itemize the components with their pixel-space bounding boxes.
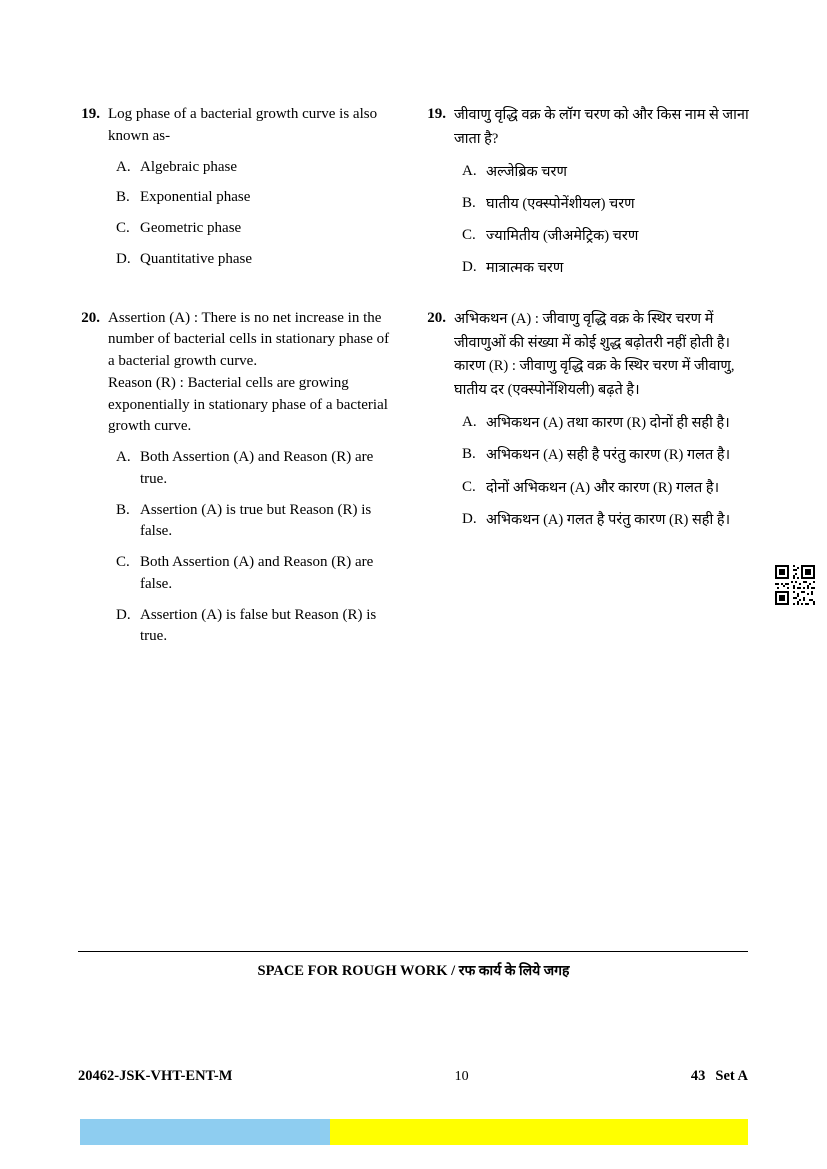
question-19-english-stem-line bbox=[78, 104, 396, 148]
option-c-hindi[interactable] bbox=[462, 225, 750, 248]
option-c-letter: C. bbox=[116, 220, 130, 236]
rough-work-label-hindi: रफ कार्य के लिये जगह bbox=[458, 964, 570, 979]
question-20-number-hindi: 20. bbox=[427, 309, 446, 326]
option-d-text-hindi: अभिकथन (A) गलत है परंतु कारण (R) सही है। bbox=[486, 511, 731, 528]
question-20-assertion: Assertion (A) : There is no net increase in the number of bacterial cells in stationary phase of a bacterial growth curve. bbox=[108, 309, 390, 370]
qr-code-icon bbox=[773, 563, 817, 607]
option-b-letter: B. bbox=[116, 501, 130, 518]
rough-work-divider bbox=[78, 951, 748, 952]
option-a[interactable] bbox=[116, 157, 396, 179]
footer-set-label: Set A bbox=[715, 1068, 748, 1084]
option-b-letter-hindi: B. bbox=[462, 195, 476, 212]
option-a-text-hindi: अल्जेब्रिक चरण bbox=[486, 163, 567, 180]
option-b-text-hindi: घातीय (एक्स्पोनेंशीयल) चरण bbox=[486, 196, 635, 213]
rough-work-label-english: SPACE FOR ROUGH WORK / bbox=[257, 963, 459, 979]
option-b[interactable] bbox=[116, 187, 396, 209]
question-19-number: 19. bbox=[81, 106, 100, 122]
option-c-text: Geometric phase bbox=[140, 220, 242, 236]
option-a-text: Both Assertion (A) and Reason (R) are true. bbox=[140, 449, 374, 487]
question-19-english-options bbox=[78, 157, 396, 271]
option-b-hindi[interactable] bbox=[462, 444, 750, 467]
option-c-text-hindi: ज्यामितीय (जीअमेट्रिक) चरण bbox=[486, 228, 639, 245]
footer-set-info bbox=[691, 1068, 748, 1085]
question-19-hindi bbox=[414, 104, 750, 290]
option-d-letter-hindi: D. bbox=[462, 510, 477, 527]
question-block-19 bbox=[78, 104, 750, 290]
option-b-text: Exponential phase bbox=[140, 189, 251, 206]
option-d-text: Assertion (A) is false but Reason (R) is true. bbox=[140, 606, 377, 645]
question-20-hindi bbox=[414, 308, 750, 658]
option-b-letter-hindi: B. bbox=[462, 446, 476, 463]
option-a-hindi[interactable] bbox=[462, 161, 750, 184]
barcode-band-blue bbox=[80, 1119, 330, 1145]
option-d-text-hindi: मात्रात्मक चरण bbox=[486, 260, 564, 277]
option-c-hindi[interactable] bbox=[462, 477, 750, 500]
option-b-text: Assertion (A) is true but Reason (R) is false. bbox=[140, 501, 372, 540]
option-c-letter: C. bbox=[116, 554, 130, 571]
question-20-hindi-stem bbox=[454, 308, 750, 404]
option-a-letter: A. bbox=[116, 158, 131, 175]
option-d-hindi[interactable] bbox=[462, 257, 750, 280]
question-20-reason: Reason (R) : Bacterial cells are growing exponentially in stationary phase of a bacterial growth curve. bbox=[108, 374, 388, 435]
option-d-letter: D. bbox=[116, 250, 131, 267]
option-d-hindi[interactable] bbox=[462, 509, 750, 532]
option-d-letter: D. bbox=[116, 606, 131, 623]
option-c-text: Both Assertion (A) and Reason (R) are false. bbox=[140, 554, 374, 592]
option-c-letter-hindi: C. bbox=[462, 227, 476, 244]
option-d-letter-hindi: D. bbox=[462, 259, 477, 276]
option-a-text-hindi: अभिकथन (A) तथा कारण (R) दोनों ही सही है। bbox=[486, 415, 730, 432]
option-c[interactable] bbox=[116, 552, 396, 596]
question-20-number: 20. bbox=[81, 309, 100, 326]
question-19-number-hindi: 19. bbox=[427, 106, 446, 122]
question-20-hindi-options bbox=[424, 412, 750, 532]
option-c-text-hindi: दोनों अभिकथन (A) और कारण (R) गलत है। bbox=[486, 479, 720, 496]
question-20-english-stem-line bbox=[78, 308, 396, 439]
option-c-letter-hindi: C. bbox=[462, 478, 476, 495]
option-b[interactable] bbox=[116, 500, 396, 544]
page-footer bbox=[78, 1068, 748, 1085]
option-a-text: Algebraic phase bbox=[140, 158, 238, 175]
question-20-english-stem bbox=[108, 308, 396, 439]
option-b-letter: B. bbox=[116, 189, 130, 206]
option-a[interactable] bbox=[116, 447, 396, 491]
question-20-english bbox=[78, 308, 414, 658]
footer-paper-code: 20462-JSK-VHT-ENT-M bbox=[78, 1068, 233, 1084]
question-area bbox=[78, 104, 750, 675]
option-c[interactable] bbox=[116, 218, 396, 240]
option-d-text: Quantitative phase bbox=[140, 250, 253, 267]
question-19-hindi-stem: जीवाणु वृद्धि वक्र के लॉग चरण को और किस नाम से जाना जाता है? bbox=[454, 107, 749, 147]
page-number: 10 bbox=[454, 1069, 469, 1084]
option-a-letter-hindi: A. bbox=[462, 414, 477, 431]
question-20-reason-hindi: कारण (R) : जीवाणु वृद्धि वक्र के स्थिर चरण में जीवाणु, घातीय दर (एक्स्पोनेंशियली) बढ़ते है। bbox=[454, 358, 735, 399]
question-19-hindi-options bbox=[424, 161, 750, 281]
question-20-assertion-hindi: अभिकथन (A) : जीवाणु वृद्धि वक्र के स्थिर चरण में जीवाणुओं की संख्या में कोई शुद्ध बढ़ोतरी नहीं होती है। bbox=[454, 310, 731, 351]
question-19-english bbox=[78, 104, 414, 290]
option-a-letter-hindi: A. bbox=[462, 162, 477, 179]
question-19-hindi-stem-line bbox=[424, 104, 750, 152]
barcode-band-yellow bbox=[330, 1119, 748, 1145]
rough-work-label bbox=[0, 961, 827, 980]
option-d[interactable] bbox=[116, 605, 396, 649]
option-b-hindi[interactable] bbox=[462, 193, 750, 216]
question-block-20 bbox=[78, 308, 750, 658]
option-a-letter: A. bbox=[116, 449, 131, 466]
option-d[interactable] bbox=[116, 249, 396, 271]
question-20-english-options bbox=[78, 447, 396, 648]
option-b-text-hindi: अभिकथन (A) सही है परंतु कारण (R) गलत है। bbox=[486, 447, 731, 464]
question-20-hindi-stem-line bbox=[424, 308, 750, 404]
question-19-english-stem: Log phase of a bacterial growth curve is also known as- bbox=[108, 106, 378, 144]
option-a-hindi[interactable] bbox=[462, 412, 750, 435]
footer-number: 43 bbox=[690, 1068, 706, 1084]
